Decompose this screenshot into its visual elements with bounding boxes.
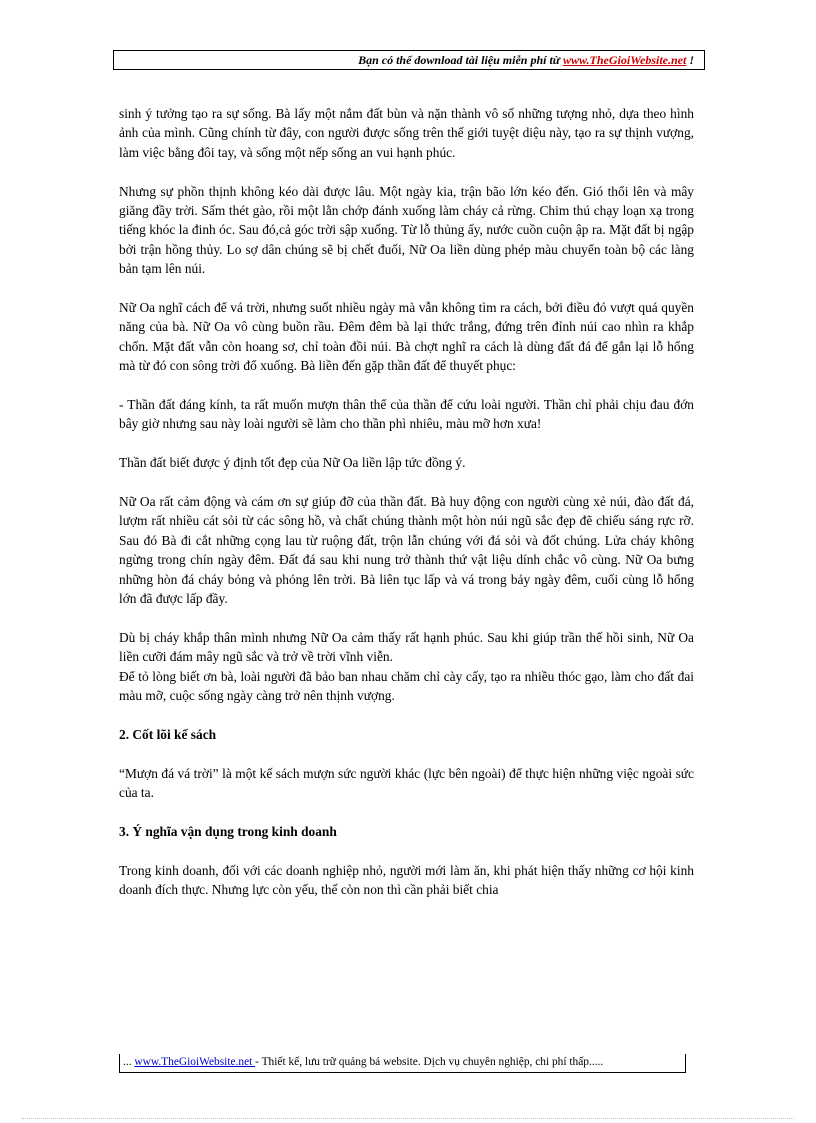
paragraph-2: Nhưng sự phồn thịnh không kéo dài được lâu. Một ngày kia, trận bão lớn kéo đến. Gió thổi lên và mây giăng đầy trời. Sấm thét gào, rồi một lằn chớp đánh xuống làm cháy cả rừng. Chim thú chạy loạn xạ trong tiếng khóc la đinh óc. Sau đó,cả góc trời sập xuống. Từ lỗ thủng ấy, nước cuồn cuộn ập ra. Mặt đất bị ngập bởi trận hồng thủy. Lo sợ dân chúng sẽ bị chết đuối, Nữ Oa liền dùng phép màu chuyển toàn bộ các làng bản tạm lên núi. <box>119 183 694 277</box>
footer-prefix: ... <box>123 1056 135 1068</box>
header-website-link[interactable]: www.TheGioiWebsite.net <box>562 53 687 67</box>
footer-website-link[interactable]: www.TheGioiWebsite.net <box>134 1056 256 1068</box>
page-footer <box>119 1054 686 1073</box>
paragraph-9: “Mượn đá vá trời” là một kế sách mượn sức người khác (lực bên ngoài) để thực hiện những việc ngoài sức của ta. <box>119 765 694 801</box>
paragraph-10: Trong kinh doanh, đối với các doanh nghiệp nhỏ, người mới làm ăn, khi phát hiện thấy những cơ hội kinh doanh đích thực. Nhưng lực còn yếu, thế còn non thì cần phải biết chia <box>119 862 694 898</box>
paragraph-4: - Thần đất đáng kính, ta rất muốn mượn thân thể của thần để cứu loài người. Thần chỉ phải chịu đau đớn bây giờ nhưng sau này loài người sẽ làm cho thần phì nhiêu, màu mỡ hơn xưa! <box>119 397 694 432</box>
header-text: Bạn có thể download tài liệu miễn phí từ <box>358 53 563 67</box>
paragraph-5: Thần đất biết được ý định tốt đẹp của Nữ Oa liền lập tức đồng ý. <box>119 455 466 471</box>
document-body <box>119 104 694 919</box>
paragraph-7: Dù bị cháy khắp thân mình nhưng Nữ Oa cảm thấy rất hạnh phúc. Sau khi giúp trần thế hồi sinh, Nữ Oa liền cưỡi đám mây ngũ sắc và trở về trời vĩnh viễn. <box>119 629 694 665</box>
footer-text: - Thiết kế, lưu trữ quảng bá website. Dịch vụ chuyên nghiệp, chi phí thấp..... <box>255 1056 604 1068</box>
section-heading-2: 2. Cốt lõi kế sách <box>119 726 217 742</box>
paragraph-6: Nữ Oa rất cảm động và cám ơn sự giúp đỡ của thần đất. Bà huy động con người cùng xẻ núi, đào đất đá, lượm rất nhiều cát sỏi từ các sông hồ, và chất chúng thành một hòn núi ngũ sắc đẹp đẽ chiếu sáng rực rỡ. Sau đó Bà đi cắt những cọng lau từ ruộng đất, trộn lẫn chúng với đá sỏi và đốt chúng. Lửa cháy không ngừng trong chín ngày đêm. Đất đá sau khi nung trở thành thứ vật liệu dính chắc vô cùng. Nữ Oa bưng những hòn đá cháy bỏng và phóng lên trời. Bà liên tục lấp và vá trong bảy ngày đêm, cuối cùng lỗ hổng lớn đã được lấp đầy. <box>119 494 694 607</box>
section-heading-3: 3. Ý nghĩa vận dụng trong kinh doanh <box>119 823 337 839</box>
paragraph-8: Để tỏ lòng biết ơn bà, loài người đã bảo ban nhau chăm chỉ cày cấy, tạo ra nhiều thóc gạo, làm cho đất đai màu mỡ, cuộc sống ngày càng trở nên thịnh vượng. <box>119 668 694 704</box>
paragraph-3: Nữ Oa nghĩ cách để vá trời, nhưng suốt nhiều ngày mà vẫn không tìm ra cách, bởi điều đó vượt quá quyền năng của bà. Nữ Oa vô cùng buồn rầu. Đêm đêm bà lại thức trắng, đứng trên đỉnh núi cao nhìn ra khắp chốn. Mặt đất vẫn còn hoang sơ, chỉ toàn đồi núi. Bà chợt nghĩ ra cách là dùng đất đá để gắn lại lỗ hổng mà từ đó con sông trời đổ xuống. Bà liền đến gặp thần đất để thuyết phục: <box>119 300 694 374</box>
page-header <box>113 50 705 70</box>
page-bottom-edge <box>22 1118 794 1119</box>
paragraph-1: sinh ý tưởng tạo ra sự sống. Bà lấy một nắm đất bùn và nặn thành vô số những tượng nhỏ, dựa theo hình ảnh của mình. Cũng chính từ đây, con người được sống trên thế giới tuyệt diệu này, tạo ra sự thịnh vượng, làm việc bằng đôi tay, và sống một nếp sống an vui hạnh phúc. <box>119 106 694 160</box>
header-suffix: ! <box>686 53 694 67</box>
